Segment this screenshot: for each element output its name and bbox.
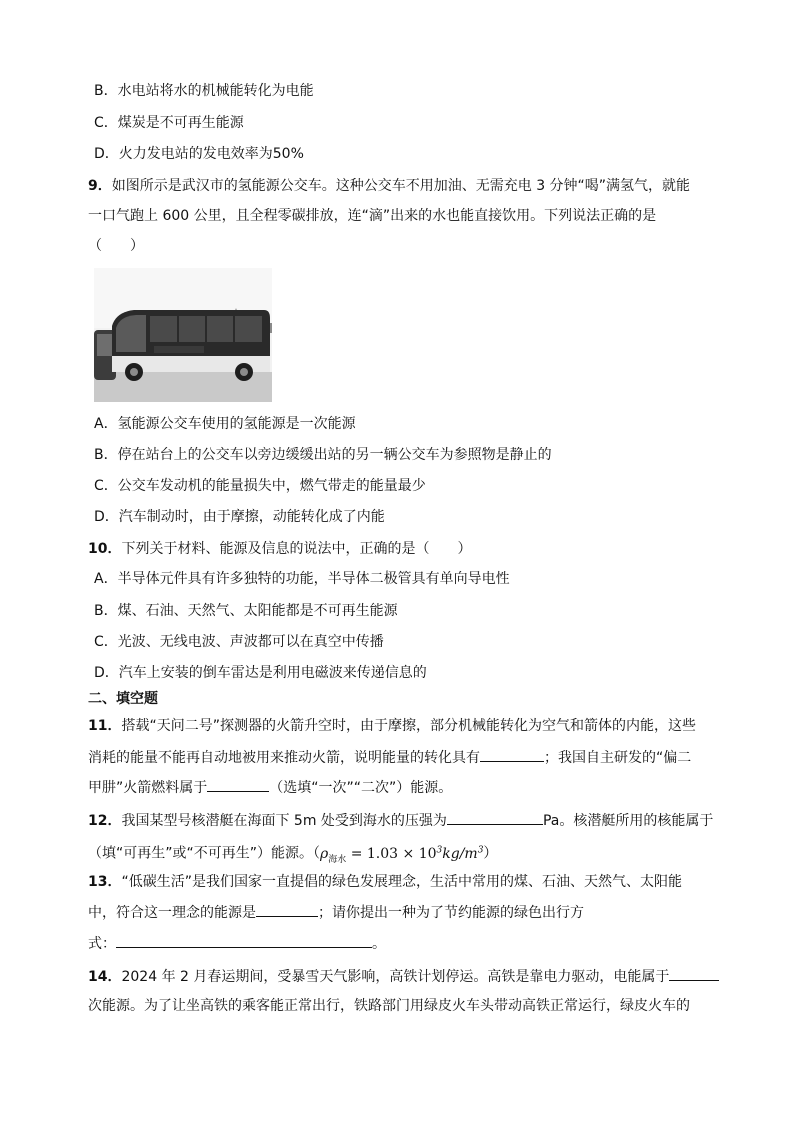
q8-option-c: C．煤炭是不可再生能源	[94, 115, 244, 131]
q14-line2: 次能源。为了让坐高铁的乘客能正常出行，铁路部门用绿皮火车头带动高铁正常运行，绿皮火车的	[88, 998, 690, 1014]
q10-stem: 10．下列关于材料、能源及信息的说法中，正确的是（ ）	[88, 541, 472, 557]
q11-line2: 消耗的能量不能再自动地被用来推动火箭，说明能量的转化具有 ；我国自主研发的“偏二	[88, 747, 691, 768]
q11-blank-1[interactable]	[480, 747, 544, 762]
q13-line3: 式： 。	[88, 933, 386, 954]
q8-option-d: D．火力发电站的发电效率为50%	[94, 146, 304, 162]
q13-line2: 中，符合这一理念的能源是 ；请你提出一种为了节约能源的绿色出行方	[88, 902, 584, 923]
section-title-fill-in: 二、填空题	[88, 691, 158, 707]
q14-blank-1[interactable]	[669, 966, 719, 981]
q13-blank-1[interactable]	[256, 902, 318, 917]
q14-number: 14．	[88, 969, 122, 985]
bus-photo	[94, 268, 272, 402]
q9-option-b: B．停在站台上的公交车以旁边缓缓出站的另一辆公交车为参照物是静止的	[94, 447, 552, 463]
q8-option-b: B．水电站将水的机械能转化为电能	[94, 83, 314, 99]
bus-illustration	[94, 268, 272, 402]
q9-stem-line2: 一口气跑上 600 公里，且全程零碳排放，连“滴”出来的水也能直接饮用。下列说法正确的是	[88, 208, 657, 224]
q11-line3: 甲肼”火箭燃料属于 （选填“一次”“二次”）能源。	[88, 777, 452, 798]
q9-option-d: D．汽车制动时，由于摩擦，动能转化成了内能	[94, 509, 385, 525]
q13-number: 13．	[88, 874, 122, 890]
q12-blank-1[interactable]	[447, 810, 543, 825]
q10-option-a: A．半导体元件具有许多独特的功能，半导体二极管具有单向导电性	[94, 571, 510, 587]
q9-option-a: A．氢能源公交车使用的氢能源是一次能源	[94, 416, 356, 432]
q11-blank-2[interactable]	[207, 777, 269, 792]
q10-option-c: C．光波、无线电波、声波都可以在真空中传播	[94, 634, 384, 650]
q14-line1: 14．2024 年 2 月春运期间，受暴雪天气影响，高铁计划停运。高铁是靠电力驱动，电能属于	[88, 966, 719, 987]
q10-number: 10．	[88, 541, 122, 557]
q13-blank-2[interactable]	[116, 933, 372, 948]
q12-density-formula: $\rho_{海水} = 1.03 \times 10^3kg/m^3$	[320, 845, 484, 865]
q9-stem-line1: 9．如图所示是武汉市的氢能源公交车。这种公交车不用加油、无需充电 3 分钟“喝”满氢气，就能	[88, 178, 691, 194]
q12-number: 12．	[88, 813, 122, 829]
q10-option-b: B．煤、石油、天然气、太阳能都是不可再生能源	[94, 603, 398, 619]
q9-answer-paren: （ ）	[88, 238, 144, 254]
q11-number: 11．	[88, 718, 122, 734]
q12-line2: （填“可再生”或“不可再生”）能源。$(\rho_{海水} = 1.03 \times 10^3kg/m^3)$	[88, 845, 498, 865]
q9-option-c: C．公交车发动机的能量损失中，燃气带走的能量最少	[94, 478, 426, 494]
q9-number: 9．	[88, 178, 112, 194]
q10-option-d: D．汽车上安装的倒车雷达是利用电磁波来传递信息的	[94, 665, 427, 681]
q12-line1: 12．我国某型号核潜艇在海面下 5m 处受到海水的压强为 Pa。核潜艇所用的核能属于	[88, 810, 713, 831]
q13-line1: 13．“低碳生活”是我们国家一直提倡的绿色发展理念，生活中常用的煤、石油、天然气、太阳能	[88, 874, 682, 890]
q11-line1: 11．搭载“天问二号”探测器的火箭升空时，由于摩擦，部分机械能转化为空气和箭体的内能，这些	[88, 718, 696, 734]
